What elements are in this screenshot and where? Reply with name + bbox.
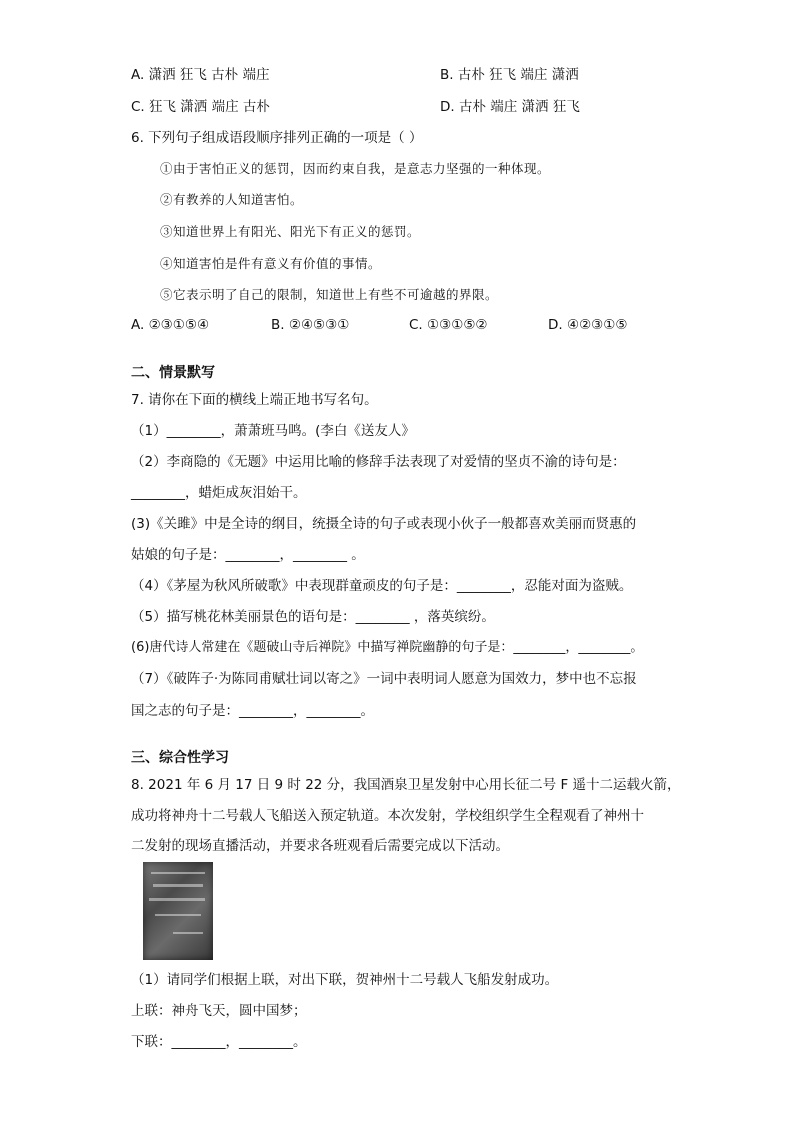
q7-item-6: (6)唐代诗人常建在《题破山寺后禅院》中描写禅院幽静的句子是：________，________。: [131, 640, 644, 655]
option-a: A. 潇洒 狂飞 古朴 端庄: [131, 67, 270, 83]
q7-item-4: （4）《茅屋为秋风所破歌》中表现群童顽皮的句子是：________，忍能对面为盗贼。: [131, 578, 633, 594]
option-b: B. 古朴 狂飞 端庄 潇洒: [440, 67, 579, 83]
option-d: D. 古朴 端庄 潇洒 狂飞: [440, 99, 580, 115]
q7-item-2: （2）李商隐的《无题》中运用比喻的修辞手法表现了对爱情的坚贞不渝的诗句是：: [131, 454, 626, 470]
section-heading-2: 二、情景默写: [131, 365, 215, 381]
section-heading-3: 三、综合性学习: [131, 750, 229, 766]
q6-option-b: B. ②④⑤③①: [271, 317, 350, 333]
q6-option-d: D. ④②③①⑤: [548, 317, 628, 333]
q7-item-3: (3)《关雎》中是全诗的纲目，统摄全诗的句子或表现小伙子一般都喜欢美丽而贤惠的: [131, 516, 637, 532]
couplet-photo: [143, 862, 213, 960]
q7-item-3-cont: 姑娘的句子是：________，________ 。: [131, 547, 365, 563]
question-8-line-2: 成功将神舟十二号载人飞船送入预定轨道。本次发射，学校组织学生全程观看了神州十: [131, 808, 644, 824]
question-8-line-1: 8. 2021 年 6 月 17 日 9 时 22 分，我国酒泉卫星发射中心用长征二号 F 遥十二运载火箭，: [131, 777, 681, 793]
upper-couplet: 上联：神舟飞天，圆中国梦；: [131, 1003, 307, 1019]
q6-option-c: C. ①③①⑤②: [409, 317, 488, 333]
sentence-4: ④知道害怕是件有意义有价值的事情。: [160, 256, 382, 271]
q8-sub-1: （1）请同学们根据上联，对出下联，贺神州十二号载人飞船发射成功。: [131, 972, 559, 988]
sentence-5: ⑤它表示明了自己的限制，知道世上有些不可逾越的界限。: [160, 287, 499, 302]
question-7: 7. 请你在下面的横线上端正地书写名句。: [131, 392, 378, 408]
sentence-2: ②有教养的人知道害怕。: [160, 192, 304, 207]
q7-item-7-cont: 国之志的句子是：________，________。: [131, 703, 374, 719]
question-8-line-3: 二发射的现场直播活动，并要求各班观看后需要完成以下活动。: [131, 838, 509, 854]
q7-item-2-cont: ________，蜡炬成灰泪始干。: [131, 485, 307, 501]
sentence-3: ③知道世界上有阳光、阳光下有正义的惩罚。: [160, 224, 421, 239]
q6-option-a: A. ②③①⑤④: [131, 317, 210, 333]
lower-couplet: 下联：________，________。: [131, 1034, 307, 1050]
sentence-1: ①由于害怕正义的惩罚，因而约束自我，是意志力坚强的一种体现。: [160, 161, 551, 176]
q7-item-7: （7）《破阵子·为陈同甫赋壮词以寄之》一词中表明词人愿意为国效力，梦中也不忘报: [131, 671, 637, 687]
q7-item-5: （5）描写桃花林美丽景色的语句是：________ ，落英缤纷。: [131, 609, 495, 625]
q7-item-1: （1）________，萧萧班马鸣。(李白《送友人》: [131, 423, 415, 439]
option-c: C. 狂飞 潇洒 端庄 古朴: [131, 99, 270, 115]
question-6: 6. 下列句子组成语段顺序排列正确的一项是（ ）: [131, 130, 423, 146]
